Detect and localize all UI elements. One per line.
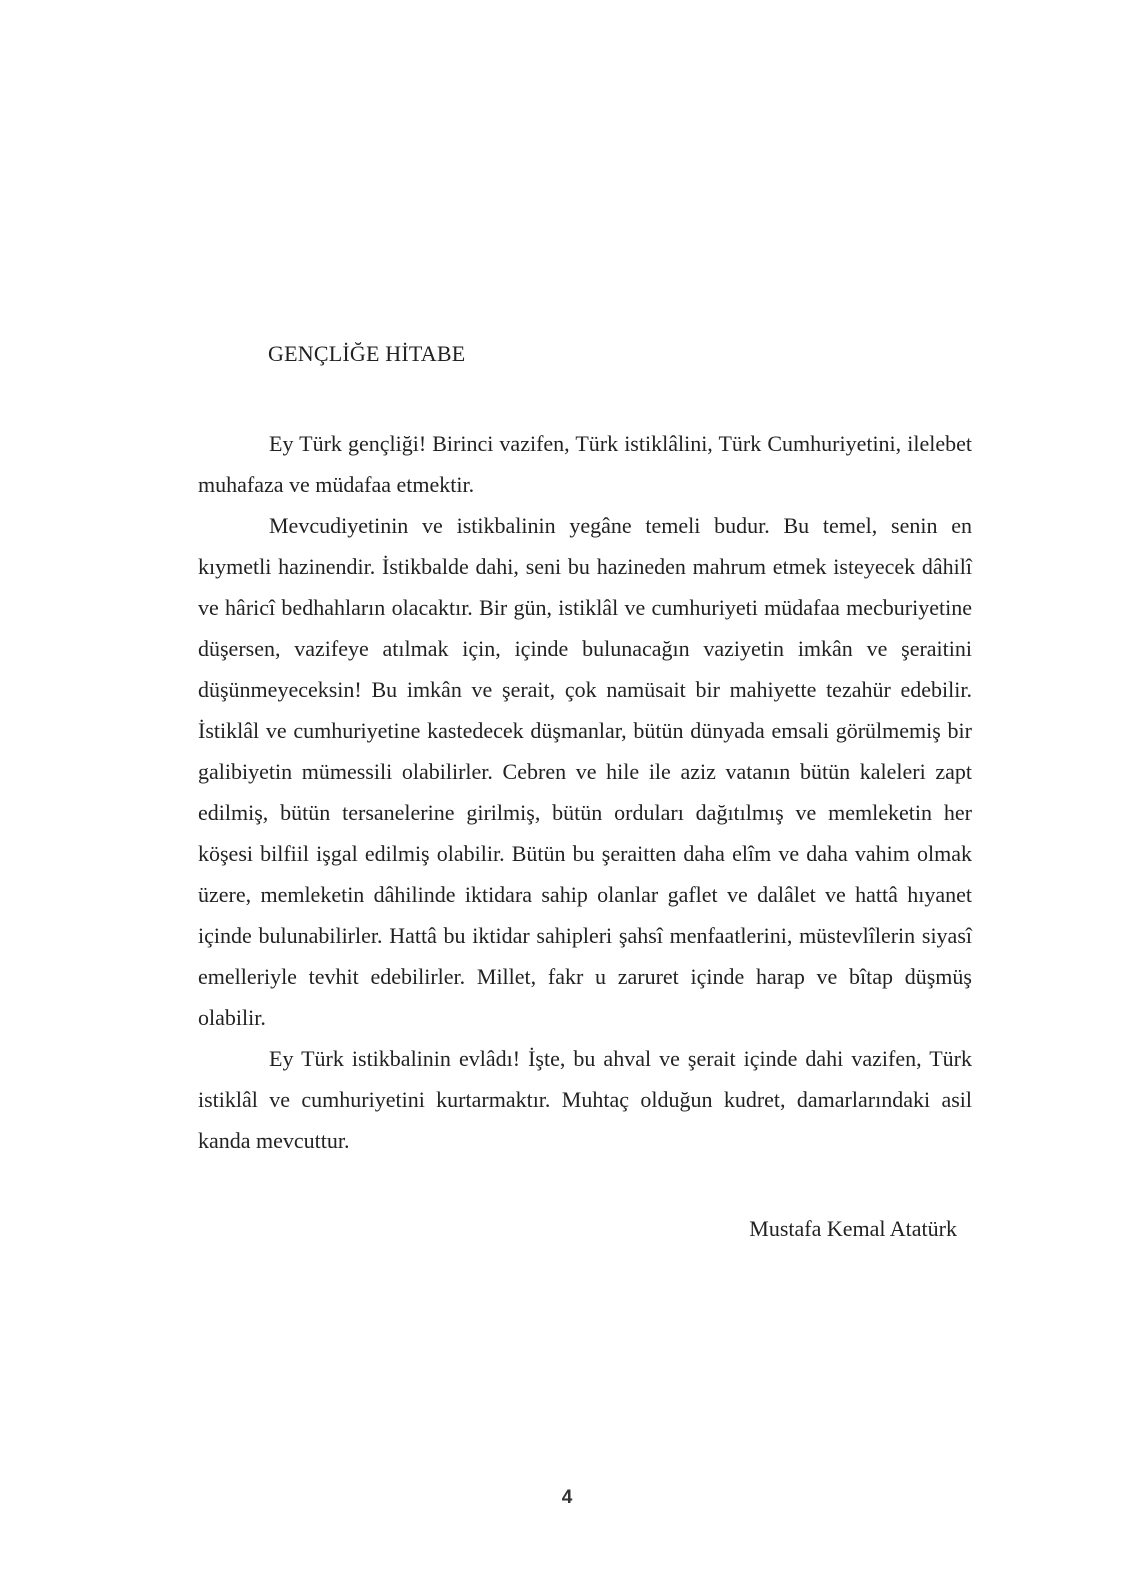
- document-title: GENÇLİĞE HİTABE: [268, 341, 466, 366]
- paragraph-2: Mevcudiyetinin ve istikbalinin yegâne temeli budur. Bu temel, senin en kıymetli hazinendir. İstikbalde dahi, seni bu hazineden mahrum etmek isteyecek dâhilî ve hâricî bedhahların olacaktır. Bir gün, istiklâl ve cumhuriyeti müdafaa mecburiyetine düşersen, vazifeye atılmak için, içinde bulunacağın vaziyetin imkân ve şeraitini düşünmeyeceksin! Bu imkân ve şerait, çok namüsait bir mahiyette tezahür edebilir. İstiklâl ve cumhuriyetine kastedecek düşmanlar, bütün dünyada emsali görülmemiş bir galibiyetin mümessili olabilirler. Cebren ve hile ile aziz vatanın bütün kaleleri zapt edilmiş, bütün tersanelerine girilmiş, bütün orduları dağıtılmış ve memleketin her köşesi bilfiil işgal edilmiş olabilir. Bütün bu şeraitten daha elîm ve daha vahim olmak üzere, memleketin dâhilinde iktidara sahip olanlar gaflet ve dalâlet ve hattâ hıyanet içinde bulunabilirler. Hattâ bu iktidar sahipleri şahsî menfaatlerini, müstevlîlerin siyasî emelleriyle tevhit edebilirler. Millet, fakr u zaruret içinde harap ve bîtap düşmüş olabilir.: [198, 513, 972, 1030]
- paragraph-3: Ey Türk istikbalinin evlâdı! İşte, bu ahval ve şerait içinde dahi vazifen, Türk istiklâl ve cumhuriyetini kurtarmaktır. Muhtaç olduğun kudret, damarlarındaki asil kanda mevcuttur.: [198, 1046, 972, 1153]
- paragraph-1: Ey Türk gençliği! Birinci vazifen, Türk istiklâlini, Türk Cumhuriyetini, ilelebet muhafaza ve müdafaa etmektir.: [198, 431, 972, 497]
- page-number: 4: [561, 1487, 573, 1508]
- signature: Mustafa Kemal Atatürk: [749, 1216, 957, 1241]
- document-body: [198, 423, 972, 1161]
